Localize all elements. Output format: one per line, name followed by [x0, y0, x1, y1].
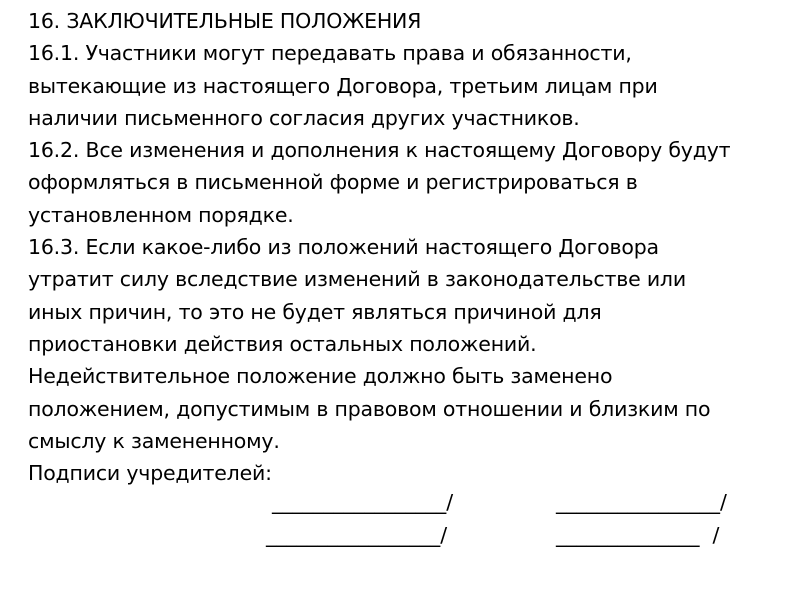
- text-line: положением, допустимым в правовом отношении и близким по: [28, 396, 711, 421]
- text-line: утратит силу вследствие изменений в законодательстве или: [28, 267, 686, 292]
- text-line: вытекающие из настоящего Договора, третьим лицам при: [28, 73, 658, 98]
- text-line: 16.3. Если какое-либо из положений настоящего Договора: [28, 235, 659, 260]
- signatures-label: Подписи учредителей:: [28, 461, 272, 486]
- text-line: 16.1. Участники могут передавать права и обязанности,: [28, 41, 632, 66]
- document-text: [28, 5, 788, 489]
- text-line: установленном порядке.: [28, 202, 294, 227]
- text-line: иных причин, то это не будет являться причиной для: [28, 299, 602, 324]
- section-heading: 16. ЗАКЛЮЧИТЕЛЬНЫЕ ПОЛОЖЕНИЯ: [28, 9, 422, 33]
- text-line: Недействительное положение должно быть заменено: [28, 364, 613, 389]
- text-line: оформляться в письменной форме и регистрироваться в: [28, 170, 638, 195]
- signature-line-2-left: _________________/: [266, 523, 448, 547]
- signature-line-1-left: _________________/: [272, 490, 454, 514]
- text-line: наличии письменного согласия других участников.: [28, 105, 580, 130]
- signature-line-2-right: ______________ /: [556, 523, 720, 547]
- text-line: смыслу к замененному.: [28, 428, 280, 453]
- text-line: 16.2. Все изменения и дополнения к настоящему Договору будут: [28, 138, 731, 163]
- signature-line-1-right: ________________/: [556, 490, 727, 514]
- text-line: приостановки действия остальных положений.: [28, 331, 537, 356]
